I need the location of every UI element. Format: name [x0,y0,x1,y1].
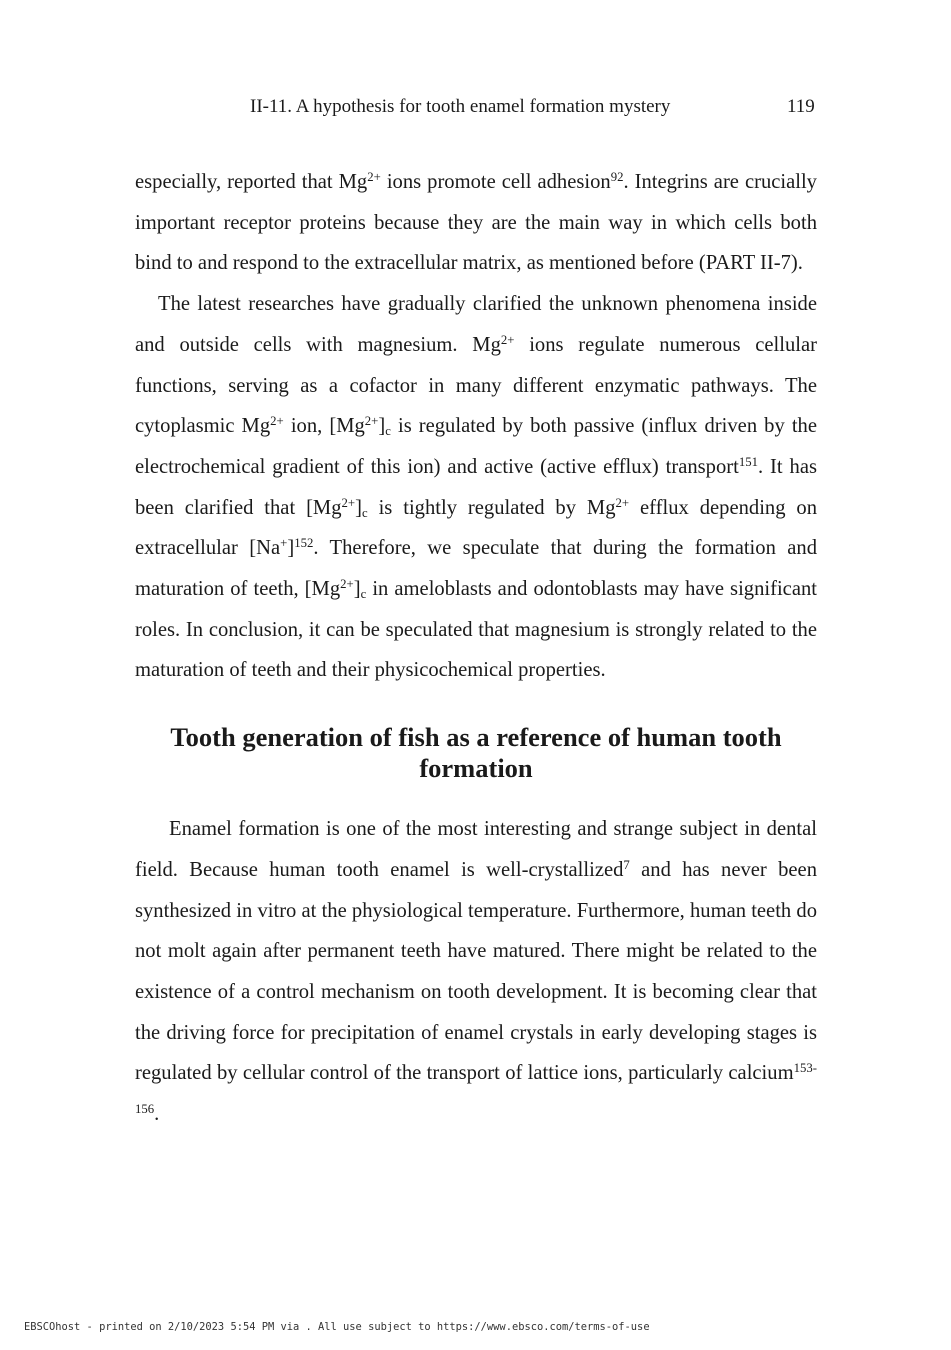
paragraph-1 [135,162,817,284]
text-run: in ameloblasts and odontoblasts may have significant roles. In conclusion, it can be speculated that magnesium is strongly related to the maturation of teeth and their physicochemical properties. [135,578,817,682]
citation-superscript: 151 [738,454,758,469]
text-run: ] [378,415,386,438]
text-run: efflux depending on extracellular [Na [135,496,818,560]
subscript: c [362,505,368,520]
running-header [0,96,951,124]
subscript: c [360,587,367,602]
running-title: II-11. A hypothesis for tooth enamel formation mystery [250,96,671,117]
text-run: especially, reported that Mg [135,171,368,193]
text-run: ] [355,496,362,519]
text-run: . It has been clarified that [Mg [135,455,817,519]
text-run: and has never been synthesized in vitro at the physiological temperature. Furthermore, human teeth do not molt again after permanent teeth have matured. There might be related to the existence of a control mechanism on tooth development. It is becoming clear that the driving force for precipitation of enamel crystals in early developing stages is regulated by cellular control of the transport of lattice ions, particularly calcium [135,858,817,1085]
text-run: ions regulate numerous cellular functions, serving as a cofactor in many different enzymatic pathways. The cytoplasmic Mg [135,333,817,438]
section-heading: Tooth generation of fish as a reference of human tooth formation [170,722,782,784]
text-run: Enamel formation is one of the most interesting and strange subject in dental field. Because human tooth enamel is well-crystallized [135,818,817,881]
text-run: is regulated by both passive (influx driven by the electrochemical gradient of this ion) and active (active efflux) transport [135,415,817,478]
citation-superscript: 7 [623,857,630,872]
superscript: + [280,536,288,551]
citation-superscript: 153-156 [135,1061,817,1117]
citation-superscript: 152 [294,536,314,551]
text-run: ] [287,537,295,560]
text-run: . Therefore, we speculate that during the formation and maturation of teeth, [Mg [135,537,818,601]
text-run: . Integrins are crucially important receptor proteins because they are the main way in which cells both bind to and respond to the extracellular matrix, as mentioned before (PART II-7). [135,171,817,275]
text-run: . [154,1103,160,1126]
text-run: The latest researches have gradually clarified the unknown phenomena inside and outside cells with magnesium. Mg [135,293,817,356]
superscript: 2+ [500,332,515,347]
subscript: c [385,424,391,439]
body-text [135,162,817,1135]
ebsco-footer: EBSCOhost - printed on 2/10/2023 5:54 PM via . All use subject to https://www.ebsco.com/terms-of-use [24,1321,650,1333]
citation-superscript: 92 [610,169,624,184]
paragraph-3 [135,809,817,1135]
text-run: ions promote cell adhesion [380,171,611,193]
superscript: 2+ [341,495,356,510]
text-run: ] [353,578,361,601]
paragraph-2 [135,284,817,691]
text-run: is tightly regulated by Mg [367,496,616,519]
page-number: 119 [787,96,815,117]
text-run: ion, [Mg [283,415,365,438]
superscript: 2+ [340,577,354,592]
superscript: 2+ [615,495,630,510]
superscript: 2+ [364,414,379,429]
superscript: 2+ [367,169,381,184]
superscript: 2+ [270,414,284,429]
